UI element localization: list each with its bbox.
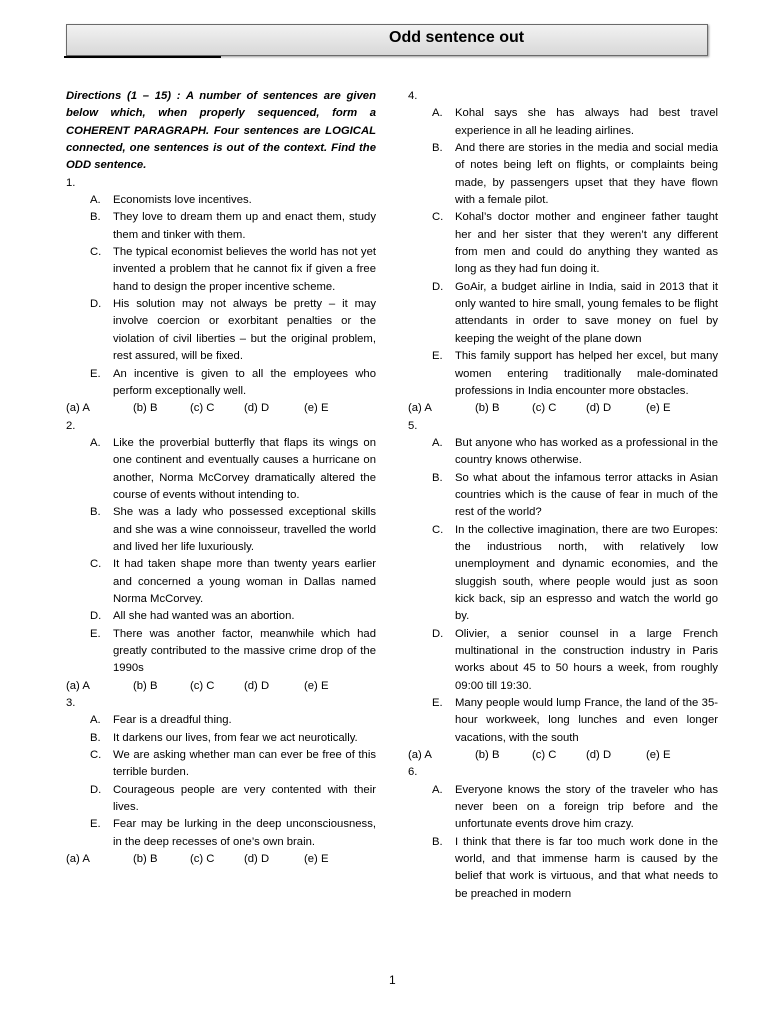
option (66, 209, 376, 244)
option-letter: B. (90, 731, 101, 744)
answer-choice[interactable]: (a) A (408, 749, 432, 762)
option-text: This family support has helped her excel, but many women entering traditionally male-dominated professions in India encounter more obstacles. (455, 350, 718, 397)
answer-choice[interactable]: (a) A (408, 402, 432, 415)
answer-choices (408, 747, 718, 764)
question (408, 88, 718, 418)
option (66, 366, 376, 401)
question (66, 418, 376, 696)
option-letter: A. (90, 714, 101, 727)
option-text: Many people would lump France, the land of the 35-hour workweek, long lunches and even longer vacations, with the south (455, 697, 718, 744)
option-letter: E. (90, 367, 101, 380)
option (408, 782, 718, 834)
option (66, 504, 376, 556)
option-text: And there are stories in the media and social media of notes being left on flights, or complaints being made, by passengers upset that they have flown with a female pilot. (455, 142, 718, 207)
answer-choice[interactable]: (d) D (244, 679, 270, 692)
option-letter: A. (90, 194, 101, 207)
option (408, 105, 718, 140)
option-text: There was another factor, meanwhile which had greatly contributed to the massive crime drop of the 1990s (113, 627, 376, 675)
option (408, 626, 718, 695)
option-letter: A. (90, 436, 101, 449)
header-rule (64, 56, 221, 58)
option (66, 435, 376, 504)
right-column (408, 88, 718, 903)
answer-choice[interactable]: (e) E (304, 679, 329, 692)
option-text: The typical economist believes the world has not yet invented a problem that he cannot fix if given a free hand to design the proper incentive scheme. (113, 246, 376, 293)
option (408, 470, 718, 522)
option-letter: D. (432, 280, 444, 293)
option-text: In the collective imagination, there are two Europes: the industrious north, with relatively low unemployment and dynamic economies, and the sluggish south, where people would just as soon kick back, sip an espresso and watch the world go by. (455, 523, 718, 623)
answer-choice[interactable]: (b) B (133, 679, 158, 692)
option-text: She was a lady who possessed exceptional skills and she was a wine connoisseur, travelled the world and lived her life luxuriously. (113, 506, 376, 553)
option (408, 695, 718, 747)
option (66, 556, 376, 608)
option-text: We are asking whether man can ever be free of this terrible burden. (113, 749, 376, 779)
option (66, 747, 376, 782)
directions: Directions (1 – 15) : A number of sentences are given below which, when properly sequenced, form a COHERENT PARAGRAPH. Four sentences are LOGICAL connected, one sentences is out of the context. Find the ODD sentence. (66, 90, 376, 172)
question (408, 418, 718, 765)
question-number: 1. (66, 176, 76, 189)
answer-choice[interactable]: (a) A (66, 402, 90, 415)
option-letter: B. (432, 142, 443, 155)
option (408, 435, 718, 470)
option-letter: B. (90, 506, 101, 519)
answer-choice[interactable]: (e) E (646, 402, 671, 415)
option-text: All she had wanted was an abortion. (113, 610, 295, 623)
question-number: 4. (408, 90, 418, 102)
answer-choice[interactable]: (e) E (304, 853, 329, 866)
option (66, 192, 376, 209)
option (66, 782, 376, 817)
option-letter: A. (432, 436, 443, 449)
title-banner (66, 24, 708, 56)
answer-choice[interactable]: (e) E (646, 749, 671, 762)
option (408, 209, 718, 278)
option-letter: D. (432, 627, 444, 640)
option (66, 244, 376, 296)
option-letter: D. (90, 298, 102, 311)
answer-choices (66, 851, 376, 868)
option (66, 626, 376, 678)
option-text: So what about the infamous terror attacks in Asian countries which is the cause of fear in much of the rest of the world? (455, 471, 718, 519)
option-letter: D. (90, 610, 102, 623)
option-letter: E. (432, 350, 443, 363)
question (66, 695, 376, 868)
option-letter: C. (432, 211, 444, 224)
option-letter: B. (432, 835, 443, 848)
option (408, 279, 718, 348)
option-text: Everyone knows the story of the traveler who has never been on a foreign trip before and the unfortunate events drove him crazy. (455, 783, 718, 831)
option-letter: B. (90, 211, 101, 224)
answer-choice[interactable]: (c) C (190, 679, 215, 692)
option (408, 834, 718, 903)
answer-choice[interactable]: (b) B (475, 402, 500, 415)
option-text: They love to dream them up and enact them, study them and tinker with them. (113, 211, 376, 241)
option-text: It darkens our lives, from fear we act neurotically. (113, 731, 358, 744)
option-text: GoAir, a budget airline in India, said in 2013 that it only wanted to hire small, young females to be flight attendants in order to save money on fuel by keeping the weight of the plane down (455, 280, 718, 345)
answer-choice[interactable]: (a) A (66, 853, 90, 866)
answer-choice[interactable]: (d) D (586, 402, 612, 415)
option-letter: C. (90, 749, 102, 762)
option-text: Kohal says she has always had best travel experience in all he leading airlines. (455, 107, 718, 137)
answer-choice[interactable]: (d) D (586, 749, 612, 762)
page-title: Odd sentence out (389, 29, 525, 46)
option (408, 348, 718, 400)
answer-choice[interactable]: (b) B (133, 402, 158, 415)
option-text: Fear is a dreadful thing. (113, 714, 232, 727)
question (408, 764, 718, 903)
option-text: An incentive is given to all the employees who perform exceptionally well. (113, 367, 376, 397)
option-letter: E. (90, 627, 101, 640)
option (66, 712, 376, 729)
option-letter: B. (432, 471, 443, 484)
answer-choice[interactable]: (c) C (532, 749, 557, 762)
question (66, 175, 376, 418)
option-text: Fear may be lurking in the deep unconsciousness, in the deep recesses of one’s own brain. (113, 818, 376, 848)
option-text: Like the proverbial butterfly that flaps its wings on one continent and eventually causes a hurricane on another, Norma McCorvey dramatically altered the course of events without intending to. (113, 436, 376, 501)
option (408, 140, 718, 209)
option-text: Courageous people are very contented with their lives. (113, 783, 376, 814)
option-text: Kohal’s doctor mother and engineer father taught her and her sister that they weren’t any different from men and could do anything they wanted as long as they had fun doing it. (455, 211, 718, 276)
left-column (66, 88, 376, 868)
answer-choice[interactable]: (d) D (244, 402, 270, 415)
option (66, 816, 376, 851)
question-number: 2. (66, 419, 76, 432)
option-letter: C. (432, 523, 444, 536)
option-letter: C. (90, 246, 102, 259)
option-text: Olivier, a senior counsel in a large French multinational in the construction industry in Paris works about 45 to 50 hours a week, from roughly 09:00 till 19:30. (455, 627, 718, 692)
answer-choices (66, 678, 376, 695)
page-number: 1 (389, 973, 396, 987)
option-text: Economists love incentives. (113, 194, 252, 207)
question-number: 6. (408, 766, 418, 779)
option-letter: A. (432, 783, 443, 796)
option-text: But anyone who has worked as a professional in the country knows otherwise. (455, 436, 718, 467)
option (66, 730, 376, 747)
option (66, 296, 376, 365)
option-letter: C. (90, 558, 102, 571)
question-number: 3. (66, 697, 76, 710)
answer-choice[interactable]: (b) B (133, 853, 158, 866)
question-number: 5. (408, 419, 418, 432)
option (408, 522, 718, 626)
option-text: It had taken shape more than twenty years earlier and concerned a young woman in Dallas named Norma McCorvey. (113, 558, 376, 605)
option-letter: E. (90, 818, 101, 831)
option-text: His solution may not always be pretty – it may involve coercion or exorbitant penalties or the violation of civil liberties – but the original problem, rest assured, will be fixed. (113, 298, 376, 363)
answer-choice[interactable]: (c) C (532, 402, 557, 415)
answer-choice[interactable]: (c) C (190, 402, 215, 415)
option-text: I think that there is far too much work done in the world, and that immense harm is caused by the belief that work is virtuous, and that what needs to be preached in modern (455, 835, 718, 900)
answer-choice[interactable]: (c) C (190, 853, 215, 866)
answer-choices (408, 400, 718, 417)
answer-choice[interactable]: (a) A (66, 679, 90, 692)
answer-choices (66, 400, 376, 417)
option (66, 608, 376, 625)
answer-choice[interactable]: (b) B (475, 749, 500, 762)
option-letter: D. (90, 783, 102, 796)
answer-choice[interactable]: (d) D (244, 853, 270, 866)
option-letter: E. (432, 697, 443, 710)
option-letter: A. (432, 107, 443, 120)
answer-choice[interactable]: (e) E (304, 402, 329, 415)
